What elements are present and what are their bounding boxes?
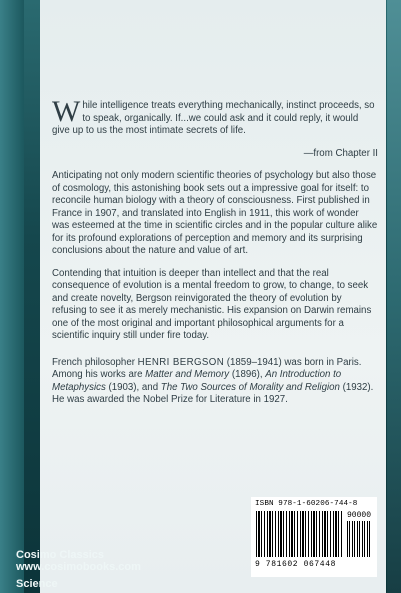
barcode-icon [256, 511, 342, 557]
publisher-url: www.cosimobooks.com [16, 561, 141, 573]
barcode-addon-icon [347, 521, 371, 557]
work-title: The Two Sources of Morality and Religion [160, 381, 340, 393]
author-name: HENRI BERGSON [137, 356, 225, 368]
epigraph-text: hile intelligence treats everything mechanically, instinct proceeds, so to speak, organically. If...we could ask and it could reply, it would give up to us the most intimate secrets of life. [52, 100, 375, 136]
work-title: Matter and Memory [145, 369, 230, 380]
publisher-block [16, 549, 141, 573]
description-paragraph: Anticipating not only modern scientific theories of psychology but also those of cosmology, this astonishing book sets out a impressive goal for itself: to reconcile human biology with a theory of consciousness. First published in France in 1907, and translated into English in 1911, this work of wonder was esteemed at the time in scientific circles and in the popular culture alike for its profound explorations of perception and memory and its surprising conclusions about the nature and value of art. [52, 170, 378, 256]
drop-cap: W [52, 95, 81, 128]
barcode-addon: 90000 [347, 511, 372, 520]
epigraph [52, 95, 378, 138]
bio-text: French philosopher [52, 356, 138, 368]
isbn-text: ISBN 978-1-60206-744-8 [255, 500, 358, 508]
bio-text: (1903), and [105, 381, 161, 393]
work-title: An Introduction to Metaphysics [52, 369, 342, 393]
author-bio [52, 357, 378, 407]
bio-text: (1859–1941) was born in Paris. Among his works are [52, 356, 362, 380]
description-paragraph: Contending that intuition is deeper than intellect and that the real consequence of evolution is a mental freedom to grow, to change, to seek and create novelty, Bergson reinvigorated the theory of evolution by refusing to see it as merely mechanistic. His expansion on Darwin remains one of the most original and important philosophical arguments for a scientific inquiry still under fire today. [52, 267, 372, 341]
blurb [52, 95, 378, 417]
bio-text: (1896), [229, 369, 266, 380]
barcode-digits: 9 781602 067448 [255, 560, 337, 569]
epigraph-attribution: —from Chapter II [303, 147, 378, 159]
bio-text: (1932). He was awarded the Nobel Prize for Literature in 1927. [52, 381, 374, 405]
cover-edge [387, 0, 401, 593]
publisher-name: Cosimo Classics [16, 549, 105, 561]
spine-strip [0, 0, 24, 593]
barcode-box [251, 497, 377, 577]
category-label: Science [16, 578, 58, 590]
